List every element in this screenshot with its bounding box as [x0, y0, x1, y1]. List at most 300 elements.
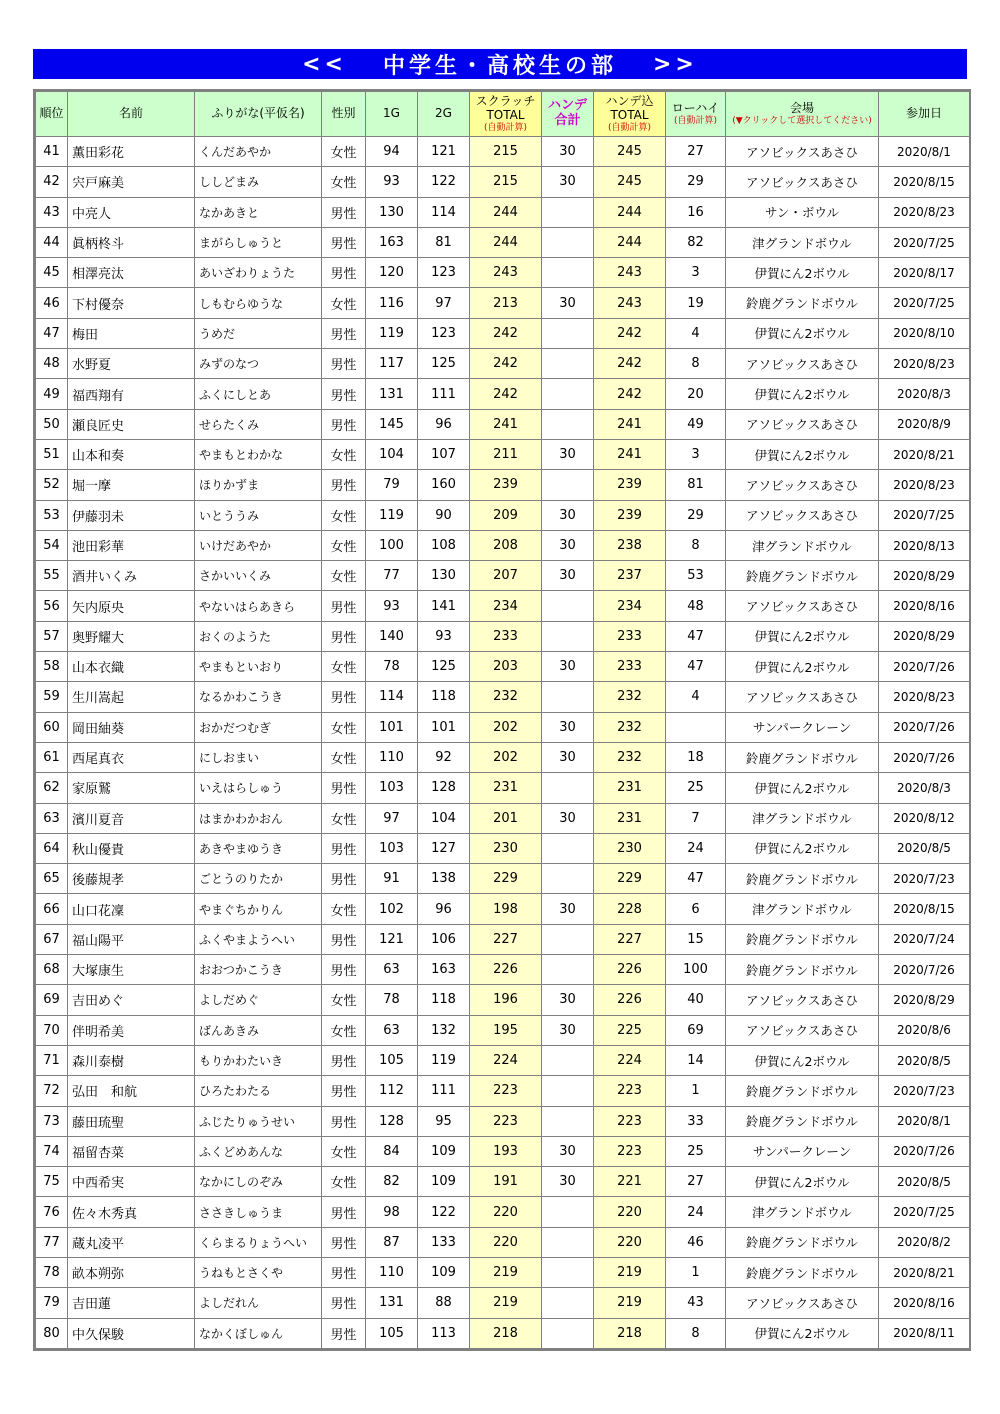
- lowhigh-cell: 27: [666, 137, 726, 167]
- lowhigh-cell: 4: [666, 682, 726, 712]
- date-cell: 2020/8/6: [879, 1015, 970, 1045]
- header-handicap-line2: 合計: [554, 113, 581, 128]
- game2-cell: 95: [418, 1106, 470, 1136]
- rank-cell: 46: [36, 288, 68, 318]
- name-cell: 奥野耀大: [68, 621, 195, 651]
- scratch-total-cell: 215: [470, 167, 542, 197]
- date-cell: 2020/7/25: [879, 1197, 970, 1227]
- rank-cell: 62: [36, 773, 68, 803]
- rank-cell: 61: [36, 742, 68, 772]
- venue-cell[interactable]: 伊賀にん2ボウル: [726, 318, 879, 348]
- rank-cell: 66: [36, 894, 68, 924]
- game1-cell: 94: [366, 137, 418, 167]
- venue-cell[interactable]: アソビックスあさひ: [726, 167, 879, 197]
- scratch-total-cell: 219: [470, 1288, 542, 1318]
- game1-cell: 103: [366, 833, 418, 863]
- date-cell: 2020/8/23: [879, 349, 970, 379]
- table-row: [36, 1015, 970, 1045]
- name-cell: 後藤規孝: [68, 864, 195, 894]
- table-row: [36, 379, 970, 409]
- venue-cell[interactable]: 伊賀にん2ボウル: [726, 621, 879, 651]
- rank-cell: 64: [36, 833, 68, 863]
- date-cell: 2020/8/11: [879, 1318, 970, 1348]
- venue-cell[interactable]: アソビックスあさひ: [726, 470, 879, 500]
- game2-cell: 109: [418, 1167, 470, 1197]
- venue-cell[interactable]: 鈴鹿グランドボウル: [726, 1257, 879, 1287]
- table-row: [36, 500, 970, 530]
- rank-cell: 58: [36, 652, 68, 682]
- game2-cell: 132: [418, 1015, 470, 1045]
- header-row: [36, 92, 970, 137]
- handicap-total-cell: 244: [594, 197, 666, 227]
- game1-cell: 131: [366, 1288, 418, 1318]
- venue-cell[interactable]: サンパークレーン: [726, 1136, 879, 1166]
- date-cell: 2020/8/9: [879, 409, 970, 439]
- scratch-total-cell: 193: [470, 1136, 542, 1166]
- handicap-total-cell: 223: [594, 1076, 666, 1106]
- header-name: 名前: [68, 92, 195, 137]
- name-cell: 水野夏: [68, 349, 195, 379]
- venue-cell[interactable]: 伊賀にん2ボウル: [726, 1318, 879, 1348]
- game2-cell: 108: [418, 530, 470, 560]
- date-cell: 2020/8/23: [879, 197, 970, 227]
- name-cell: 福山陽平: [68, 924, 195, 954]
- gender-cell: 女性: [322, 530, 366, 560]
- rank-cell: 48: [36, 349, 68, 379]
- rank-cell: 51: [36, 439, 68, 469]
- rank-cell: 54: [36, 530, 68, 560]
- game2-cell: 118: [418, 682, 470, 712]
- date-cell: 2020/8/2: [879, 1227, 970, 1257]
- gender-cell: 男性: [322, 1076, 366, 1106]
- name-cell: 蔵丸凌平: [68, 1227, 195, 1257]
- table-row: [36, 773, 970, 803]
- banner-left-mark: <<: [302, 51, 347, 77]
- rank-cell: 59: [36, 682, 68, 712]
- date-cell: 2020/8/16: [879, 591, 970, 621]
- date-cell: 2020/8/23: [879, 682, 970, 712]
- name-cell: 梅田: [68, 318, 195, 348]
- rank-cell: 57: [36, 621, 68, 651]
- table-row: [36, 1076, 970, 1106]
- handicap-total-cell: 226: [594, 985, 666, 1015]
- game1-cell: 93: [366, 591, 418, 621]
- header-handicap: [542, 92, 594, 137]
- scratch-total-cell: 196: [470, 985, 542, 1015]
- handicap-cell: [542, 227, 594, 257]
- venue-cell[interactable]: 鈴鹿グランドボウル: [726, 1076, 879, 1106]
- handicap-cell: 30: [542, 500, 594, 530]
- lowhigh-cell: 27: [666, 1167, 726, 1197]
- game2-cell: 90: [418, 500, 470, 530]
- gender-cell: 女性: [322, 1136, 366, 1166]
- venue-cell[interactable]: 伊賀にん2ボウル: [726, 258, 879, 288]
- header-venue: [726, 92, 879, 137]
- rank-cell: 71: [36, 1045, 68, 1075]
- game2-cell: 104: [418, 803, 470, 833]
- kana-cell: ししどまみ: [195, 167, 322, 197]
- venue-cell[interactable]: 伊賀にん2ボウル: [726, 773, 879, 803]
- venue-cell[interactable]: アソビックスあさひ: [726, 409, 879, 439]
- game1-cell: 131: [366, 379, 418, 409]
- handicap-cell: [542, 773, 594, 803]
- date-cell: 2020/7/26: [879, 712, 970, 742]
- rank-cell: 69: [36, 985, 68, 1015]
- gender-cell: 男性: [322, 227, 366, 257]
- venue-cell[interactable]: 鈴鹿グランドボウル: [726, 1227, 879, 1257]
- game2-cell: 109: [418, 1257, 470, 1287]
- date-cell: 2020/8/21: [879, 439, 970, 469]
- table-row: [36, 1318, 970, 1348]
- name-cell: 福西翔有: [68, 379, 195, 409]
- header-lowhigh-note: (自動計算): [673, 115, 718, 126]
- gender-cell: 男性: [322, 318, 366, 348]
- scratch-total-cell: 242: [470, 349, 542, 379]
- table-row: [36, 439, 970, 469]
- game1-cell: 112: [366, 1076, 418, 1106]
- game2-cell: 160: [418, 470, 470, 500]
- venue-cell[interactable]: 鈴鹿グランドボウル: [726, 864, 879, 894]
- header-gender: 性別: [322, 92, 366, 137]
- table-row: [36, 318, 970, 348]
- venue-cell[interactable]: 伊賀にん2ボウル: [726, 833, 879, 863]
- handicap-cell: 30: [542, 167, 594, 197]
- kana-cell: いとううみ: [195, 500, 322, 530]
- kana-cell: やまもとわかな: [195, 439, 322, 469]
- kana-cell: やないはらあきら: [195, 591, 322, 621]
- venue-cell[interactable]: 伊賀にん2ボウル: [726, 379, 879, 409]
- lowhigh-cell: 4: [666, 318, 726, 348]
- header-hdtotal-line2: TOTAL: [610, 107, 649, 122]
- venue-cell[interactable]: 伊賀にん2ボウル: [726, 1045, 879, 1075]
- table-row: [36, 1227, 970, 1257]
- table-row: [36, 924, 970, 954]
- rank-cell: 67: [36, 924, 68, 954]
- lowhigh-cell: 53: [666, 561, 726, 591]
- venue-cell[interactable]: 伊賀にん2ボウル: [726, 439, 879, 469]
- rank-cell: 43: [36, 197, 68, 227]
- handicap-cell: 30: [542, 712, 594, 742]
- table-row: [36, 712, 970, 742]
- handicap-total-cell: 245: [594, 137, 666, 167]
- venue-cell[interactable]: 津グランドボウル: [726, 894, 879, 924]
- venue-cell[interactable]: 鈴鹿グランドボウル: [726, 1106, 879, 1136]
- date-cell: 2020/8/15: [879, 894, 970, 924]
- handicap-cell: [542, 1288, 594, 1318]
- scratch-total-cell: 244: [470, 227, 542, 257]
- scratch-total-cell: 220: [470, 1227, 542, 1257]
- venue-cell[interactable]: 津グランドボウル: [726, 530, 879, 560]
- game1-cell: 77: [366, 561, 418, 591]
- venue-cell[interactable]: アソビックスあさひ: [726, 349, 879, 379]
- results-table: [35, 91, 970, 1349]
- table-row: [36, 167, 970, 197]
- handicap-total-cell: 227: [594, 924, 666, 954]
- handicap-cell: 30: [542, 742, 594, 772]
- gender-cell: 女性: [322, 742, 366, 772]
- table-row: [36, 349, 970, 379]
- table-row: [36, 955, 970, 985]
- name-cell: 生川嵩起: [68, 682, 195, 712]
- game1-cell: 97: [366, 803, 418, 833]
- handicap-cell: [542, 1318, 594, 1348]
- gender-cell: 男性: [322, 621, 366, 651]
- table-row: [36, 227, 970, 257]
- game1-cell: 79: [366, 470, 418, 500]
- gender-cell: 男性: [322, 1318, 366, 1348]
- date-cell: 2020/8/3: [879, 773, 970, 803]
- game2-cell: 123: [418, 318, 470, 348]
- kana-cell: あいざわりょうた: [195, 258, 322, 288]
- lowhigh-cell: 18: [666, 742, 726, 772]
- table-row: [36, 1045, 970, 1075]
- venue-cell[interactable]: アソビックスあさひ: [726, 500, 879, 530]
- handicap-total-cell: 220: [594, 1197, 666, 1227]
- handicap-total-cell: 228: [594, 894, 666, 924]
- header-date: 参加日: [879, 92, 970, 137]
- game2-cell: 122: [418, 167, 470, 197]
- date-cell: 2020/8/5: [879, 833, 970, 863]
- game1-cell: 98: [366, 1197, 418, 1227]
- handicap-total-cell: 232: [594, 742, 666, 772]
- name-cell: 森川泰樹: [68, 1045, 195, 1075]
- date-cell: 2020/8/13: [879, 530, 970, 560]
- date-cell: 2020/7/25: [879, 500, 970, 530]
- kana-cell: いえはらしゅう: [195, 773, 322, 803]
- date-cell: 2020/7/26: [879, 955, 970, 985]
- table-row: [36, 652, 970, 682]
- scratch-total-cell: 191: [470, 1167, 542, 1197]
- game1-cell: 163: [366, 227, 418, 257]
- kana-cell: ひろたわたる: [195, 1076, 322, 1106]
- gender-cell: 男性: [322, 1257, 366, 1287]
- gender-cell: 男性: [322, 1197, 366, 1227]
- venue-cell[interactable]: 鈴鹿グランドボウル: [726, 742, 879, 772]
- game1-cell: 101: [366, 712, 418, 742]
- gender-cell: 男性: [322, 591, 366, 621]
- game1-cell: 110: [366, 742, 418, 772]
- venue-cell[interactable]: 鈴鹿グランドボウル: [726, 924, 879, 954]
- name-cell: 畝本朔弥: [68, 1257, 195, 1287]
- lowhigh-cell: 46: [666, 1227, 726, 1257]
- game1-cell: 84: [366, 1136, 418, 1166]
- venue-cell[interactable]: アソビックスあさひ: [726, 1015, 879, 1045]
- name-cell: 山口花凜: [68, 894, 195, 924]
- venue-cell[interactable]: 鈴鹿グランドボウル: [726, 288, 879, 318]
- kana-cell: やまぐちかりん: [195, 894, 322, 924]
- gender-cell: 女性: [322, 561, 366, 591]
- rank-cell: 79: [36, 1288, 68, 1318]
- gender-cell: 女性: [322, 985, 366, 1015]
- handicap-total-cell: 230: [594, 833, 666, 863]
- name-cell: 福留杏菜: [68, 1136, 195, 1166]
- game2-cell: 114: [418, 197, 470, 227]
- rank-cell: 60: [36, 712, 68, 742]
- header-lowhigh-line1: ローハイ: [671, 100, 720, 115]
- scratch-total-cell: 203: [470, 652, 542, 682]
- lowhigh-cell: 25: [666, 1136, 726, 1166]
- game2-cell: 118: [418, 985, 470, 1015]
- game2-cell: 96: [418, 894, 470, 924]
- game1-cell: 105: [366, 1045, 418, 1075]
- name-cell: 宍戸麻美: [68, 167, 195, 197]
- scratch-total-cell: 242: [470, 379, 542, 409]
- date-cell: 2020/7/24: [879, 924, 970, 954]
- header-scratch-total: [470, 92, 542, 137]
- kana-cell: ごとうのりたか: [195, 864, 322, 894]
- kana-cell: なかあきと: [195, 197, 322, 227]
- name-cell: 吉田蓮: [68, 1288, 195, 1318]
- table-row: [36, 137, 970, 167]
- handicap-total-cell: 229: [594, 864, 666, 894]
- game2-cell: 122: [418, 1197, 470, 1227]
- kana-cell: みずのなつ: [195, 349, 322, 379]
- handicap-cell: [542, 379, 594, 409]
- venue-cell[interactable]: 鈴鹿グランドボウル: [726, 955, 879, 985]
- lowhigh-cell: 33: [666, 1106, 726, 1136]
- table-row: [36, 288, 970, 318]
- kana-cell: せらたくみ: [195, 409, 322, 439]
- header-scratch-line2: TOTAL: [486, 107, 525, 122]
- scratch-total-cell: 242: [470, 318, 542, 348]
- gender-cell: 男性: [322, 682, 366, 712]
- lowhigh-cell: 47: [666, 621, 726, 651]
- game2-cell: 121: [418, 137, 470, 167]
- kana-cell: ささきしゅうま: [195, 1197, 322, 1227]
- date-cell: 2020/8/12: [879, 803, 970, 833]
- rank-cell: 80: [36, 1318, 68, 1348]
- name-cell: 薫田彩花: [68, 137, 195, 167]
- venue-cell[interactable]: サンパークレーン: [726, 712, 879, 742]
- date-cell: 2020/8/1: [879, 1106, 970, 1136]
- game1-cell: 114: [366, 682, 418, 712]
- scratch-total-cell: 211: [470, 439, 542, 469]
- venue-cell[interactable]: 津グランドボウル: [726, 803, 879, 833]
- name-cell: 瀬良匠史: [68, 409, 195, 439]
- date-cell: 2020/8/17: [879, 258, 970, 288]
- venue-cell[interactable]: 津グランドボウル: [726, 1197, 879, 1227]
- gender-cell: 男性: [322, 1227, 366, 1257]
- rank-cell: 78: [36, 1257, 68, 1287]
- table-row: [36, 682, 970, 712]
- handicap-cell: [542, 258, 594, 288]
- venue-cell[interactable]: 鈴鹿グランドボウル: [726, 561, 879, 591]
- game2-cell: 163: [418, 955, 470, 985]
- handicap-total-cell: 232: [594, 712, 666, 742]
- name-cell: 弘田 和航: [68, 1076, 195, 1106]
- table-row: [36, 470, 970, 500]
- handicap-total-cell: 225: [594, 1015, 666, 1045]
- venue-cell[interactable]: アソビックスあさひ: [726, 137, 879, 167]
- handicap-total-cell: 239: [594, 470, 666, 500]
- scratch-total-cell: 234: [470, 591, 542, 621]
- handicap-cell: 30: [542, 652, 594, 682]
- scratch-total-cell: 213: [470, 288, 542, 318]
- handicap-cell: [542, 955, 594, 985]
- scratch-total-cell: 239: [470, 470, 542, 500]
- handicap-total-cell: 241: [594, 409, 666, 439]
- handicap-cell: [542, 318, 594, 348]
- scratch-total-cell: 243: [470, 258, 542, 288]
- date-cell: 2020/8/29: [879, 621, 970, 651]
- kana-cell: いけだあやか: [195, 530, 322, 560]
- kana-cell: まがらしゅうと: [195, 227, 322, 257]
- date-cell: 2020/8/5: [879, 1167, 970, 1197]
- handicap-cell: 30: [542, 803, 594, 833]
- lowhigh-cell: 29: [666, 500, 726, 530]
- date-cell: 2020/8/23: [879, 470, 970, 500]
- handicap-total-cell: 237: [594, 561, 666, 591]
- table-row: [36, 833, 970, 863]
- table-row: [36, 258, 970, 288]
- venue-cell[interactable]: アソビックスあさひ: [726, 1288, 879, 1318]
- name-cell: 相澤亮汰: [68, 258, 195, 288]
- results-body: [36, 137, 970, 1349]
- kana-cell: おかだつむぎ: [195, 712, 322, 742]
- banner-title: 中学生・高校生の部: [382, 53, 617, 79]
- game1-cell: 82: [366, 1167, 418, 1197]
- kana-cell: よしだめぐ: [195, 985, 322, 1015]
- venue-cell[interactable]: 伊賀にん2ボウル: [726, 1167, 879, 1197]
- kana-cell: あきやまゆうき: [195, 833, 322, 863]
- game1-cell: 91: [366, 864, 418, 894]
- name-cell: 伊藤羽未: [68, 500, 195, 530]
- gender-cell: 女性: [322, 167, 366, 197]
- name-cell: 伴明希美: [68, 1015, 195, 1045]
- table-row: [36, 894, 970, 924]
- kana-cell: にしおまい: [195, 742, 322, 772]
- game2-cell: 111: [418, 379, 470, 409]
- game2-cell: 92: [418, 742, 470, 772]
- handicap-total-cell: 238: [594, 530, 666, 560]
- scratch-total-cell: 198: [470, 894, 542, 924]
- lowhigh-cell: 8: [666, 1318, 726, 1348]
- handicap-total-cell: 241: [594, 439, 666, 469]
- name-cell: 大塚康生: [68, 955, 195, 985]
- handicap-total-cell: 223: [594, 1136, 666, 1166]
- game2-cell: 130: [418, 561, 470, 591]
- venue-cell[interactable]: アソビックスあさひ: [726, 591, 879, 621]
- date-cell: 2020/7/26: [879, 1136, 970, 1166]
- venue-cell[interactable]: アソビックスあさひ: [726, 985, 879, 1015]
- gender-cell: 女性: [322, 712, 366, 742]
- venue-cell[interactable]: アソビックスあさひ: [726, 682, 879, 712]
- scratch-total-cell: 227: [470, 924, 542, 954]
- gender-cell: 女性: [322, 1167, 366, 1197]
- date-cell: 2020/8/29: [879, 985, 970, 1015]
- handicap-total-cell: 242: [594, 349, 666, 379]
- game2-cell: 97: [418, 288, 470, 318]
- handicap-cell: [542, 1197, 594, 1227]
- lowhigh-cell: 40: [666, 985, 726, 1015]
- scratch-total-cell: 224: [470, 1045, 542, 1075]
- venue-cell[interactable]: 伊賀にん2ボウル: [726, 652, 879, 682]
- scratch-total-cell: 231: [470, 773, 542, 803]
- date-cell: 2020/8/15: [879, 167, 970, 197]
- rank-cell: 73: [36, 1106, 68, 1136]
- gender-cell: 男性: [322, 1045, 366, 1075]
- venue-cell[interactable]: 津グランドボウル: [726, 227, 879, 257]
- handicap-cell: 30: [542, 985, 594, 1015]
- game2-cell: 111: [418, 1076, 470, 1106]
- venue-cell[interactable]: サン・ボウル: [726, 197, 879, 227]
- game2-cell: 138: [418, 864, 470, 894]
- handicap-total-cell: 242: [594, 379, 666, 409]
- date-cell: 2020/7/25: [879, 227, 970, 257]
- game1-cell: 102: [366, 894, 418, 924]
- date-cell: 2020/8/21: [879, 1257, 970, 1287]
- handicap-cell: [542, 1106, 594, 1136]
